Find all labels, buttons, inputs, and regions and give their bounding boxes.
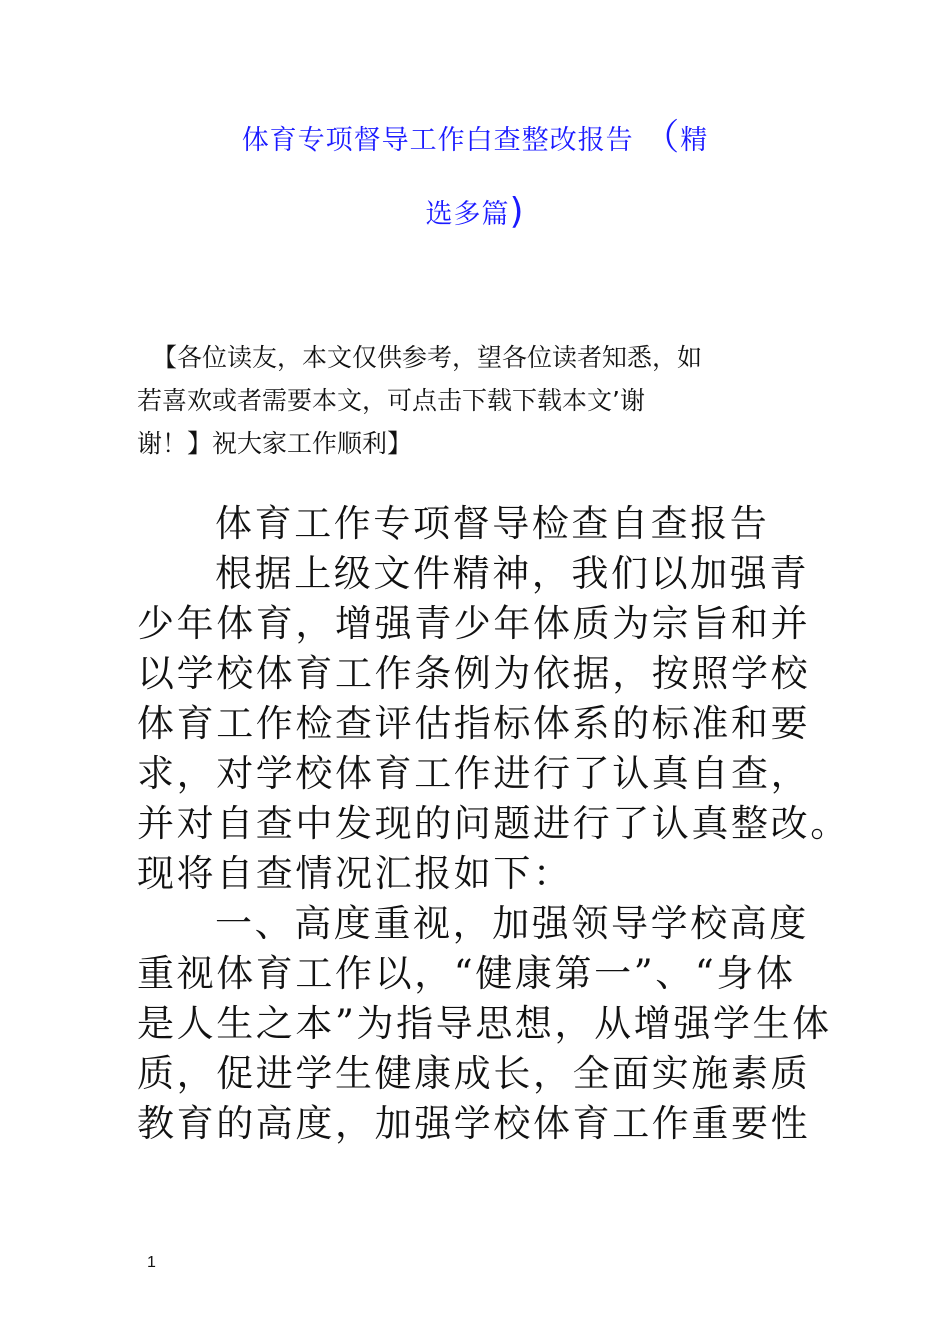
page-number: 1 xyxy=(147,1254,156,1271)
document-title-line-2 xyxy=(0,192,950,231)
body-paragraph-line: 少年体育，增强青少年体质为宗旨和并 xyxy=(137,602,811,645)
report-heading: 体育工作专项督导检查自查报告 xyxy=(215,502,770,545)
body-paragraph-line: 教育的高度，加强学校体育工作重要性 xyxy=(137,1102,811,1145)
section-heading-line: 一、高度重视，加强领导学校高度 xyxy=(215,902,809,945)
body-paragraph-line: 并对自查中发现的问题进行了认真整改。 xyxy=(137,802,850,845)
reader-notice-line: 若喜欢或者需要本文，可点击下载下载本文’谢 xyxy=(137,386,645,415)
title-close-paren: ) xyxy=(509,191,525,232)
document-title-line-1 xyxy=(0,118,950,157)
body-paragraph-line: 以学校体育工作条例为依据，按照学校 xyxy=(137,652,811,695)
title-open-paren: （ xyxy=(643,117,681,158)
body-paragraph-line: 根据上级文件精神，我们以加强青 xyxy=(215,552,809,595)
body-paragraph-line: 质，促进学生健康成长，全面实施素质 xyxy=(137,1052,811,1095)
title-text: 体育专项督导工作白查整改报告 xyxy=(241,125,634,156)
body-paragraph-line: 现将自查情况汇报如下： xyxy=(137,852,573,895)
reader-notice-line: 谢！】祝大家工作顺利】 xyxy=(137,429,413,458)
body-paragraph-line: 重视体育工作以，“健康第一”、“身体 xyxy=(137,952,796,995)
body-paragraph-line: 是人生之本”为指导思想，从增强学生体 xyxy=(137,1002,832,1045)
body-paragraph-line: 求，对学校体育工作进行了认真自查， xyxy=(137,752,811,795)
body-paragraph-line: 体育工作检查评估指标体系的标准和要 xyxy=(137,702,811,745)
title-text-continued: 选多篇 xyxy=(425,199,510,230)
reader-notice-line: 【各位读友，本文仅供参考，望各位读者知悉，如 xyxy=(152,343,703,372)
title-text-tail: 精 xyxy=(680,125,709,156)
